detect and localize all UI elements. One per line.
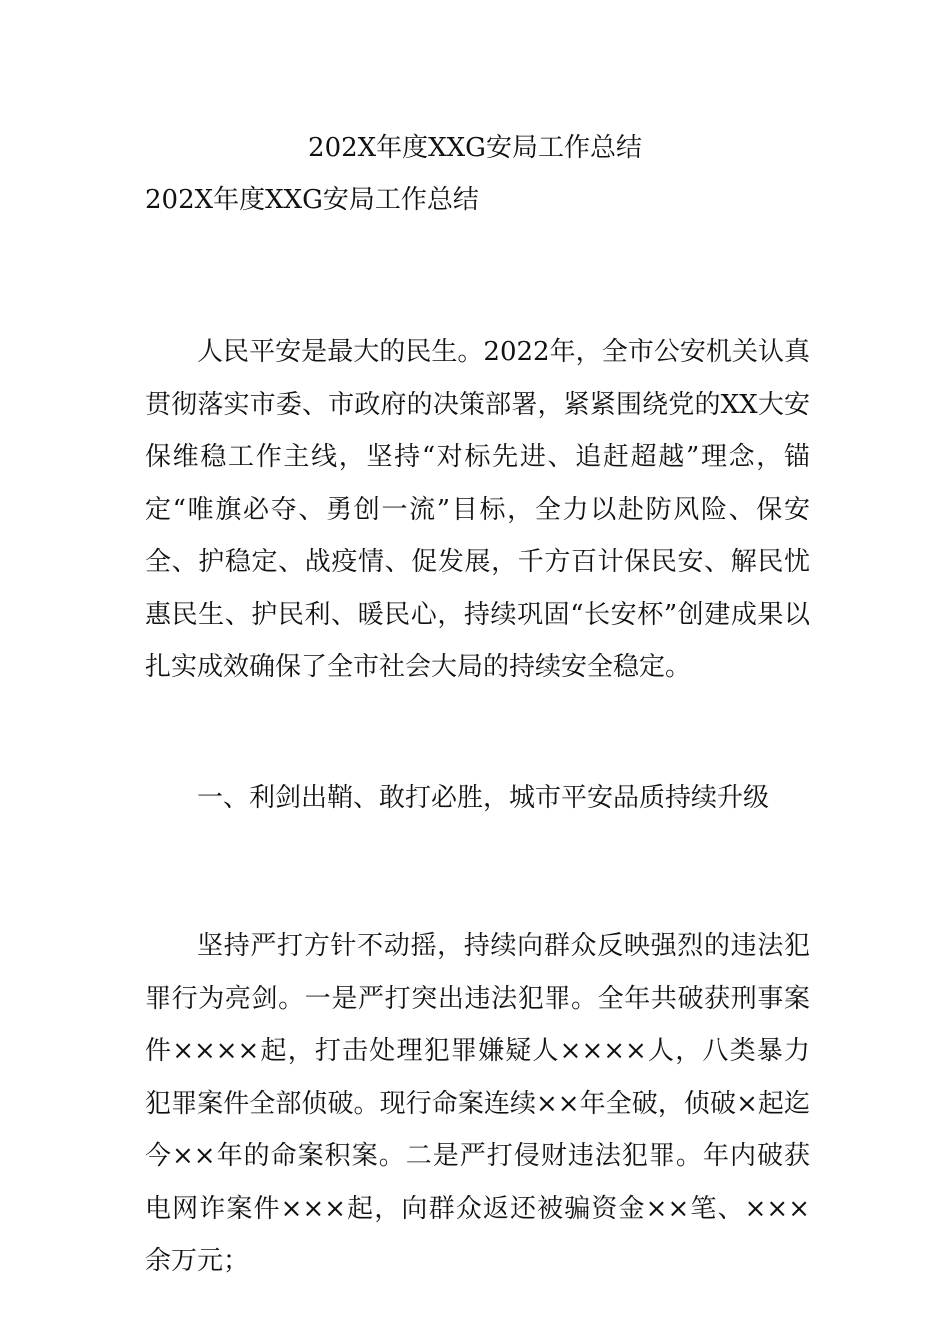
document-title-left: 202X年度XXG安局工作总结 <box>145 185 479 215</box>
section-paragraph: 坚持严打方针不动摇，持续向群众反映强烈的违法犯罪行为亮剑。一是严打突出违法犯罪。全年共破获刑事案件××××起，打击处理犯罪嫌疑人××××人，八类暴力犯罪案件全部侦破。现行命案连续××年全破，侦破×起迄今××年的命案积案。二是严打侵财违法犯罪。年内破获电网诈案件×××起，向群众返还被骗资金××笔、×××余万元； <box>145 931 810 1276</box>
intro-paragraph: 人民平安是最大的民生。2022年，全市公安机关认真贯彻落实市委、市政府的决策部署，紧紧围绕党的XX大安保维稳工作主线，坚持“对标先进、追赶超越”理念，锚定“唯旗必夺、勇创一流”目标，全力以赴防风险、保安全、护稳定、战疫情、促发展，千方百计保民安、解民忧惠民生、护民利、暖民心，持续巩固“长安杯”创建成果以扎实成效确保了全市社会大局的持续安全稳定。 <box>145 337 810 682</box>
document-title-centered: 202X年度XXG安局工作总结 <box>308 133 642 163</box>
section-heading: 一、利剑出鞘、敢打必胜，城市平安品质持续升级 <box>197 783 770 813</box>
